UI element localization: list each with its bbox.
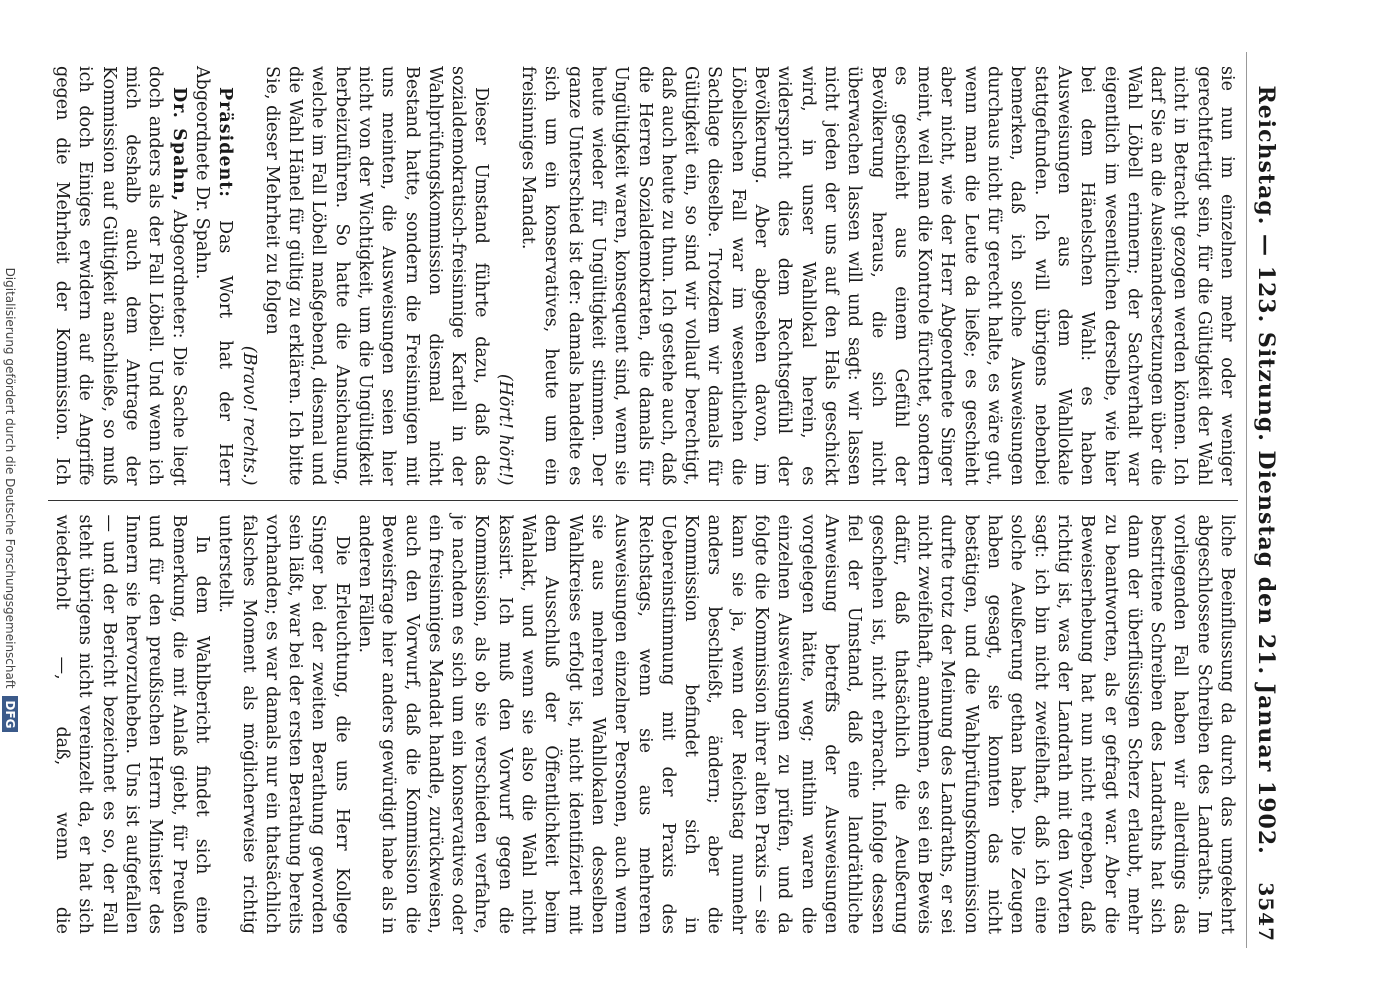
page-header: [1246, 52, 1287, 948]
digitization-note: [0, 0, 18, 1000]
speaker-text: Abgeordneter: Die Sache liegt doch anders als der Fall Löbell. Und wenn ich mich deshalb auch dem Antrage der Kommission auf Gültigkeit anschließe, so muß ich doch Einiges erwidern auf die Angriffe gegen die Mehrheit der Kommission. Ich: [52, 66, 189, 486]
right-column: [48, 500, 1238, 949]
interjection: (Bravo! rechts.): [238, 345, 259, 486]
paragraph: liche Beeinflussung da durch das umgekehrt abgeschlossene Schreiben des Landraths. Im vorliegenden Fall haben wir allerdings das bestrittene Schreiben des Landraths hat sich dann der überflüssigen Scherz erlaubt, mehr zu beantworten, als er gefragt war. Aber die Beweiserhebung hat nun nicht ergeben, daß richtig ist, was der Landrath mit den Worten sagt: ich bin nicht zweifelhaft, daß ich eine solche Aeußerung gethan habe. Die Zeugen haben gesagt, sie konnten das nicht bestätigen, und die Wahlprüfungskommission durfte trotz der Meinung des Landraths, er sei nicht zweifelhaft, annehmen, es sei ein Beweis dafür, daß thatsächlich die Aeußerung geschehen ist, nicht erbracht. Infolge dessen fiel der Umstand, daß eine landräthliche Anweisung betreffs der Ausweisungen vorgelegen hätte, weg; mithin waren die einzelnen Ausweisungen zu prüfen, und da folgte die Kommission ihrer alten Praxis — sie kann sie ja, wenn der Reichstag nunmehr anders beschließt, ändern; aber die Kommission befindet sich in Uebereinstimmung mit der Praxis des Reichstags, wenn sie aus mehreren Ausweisungen einzelner Personen, auch wenn sie aus mehreren Wahllokalen desselben Wahlkreises erfolgt ist, nicht identifiziert mit dem Ausschluß der Öffentlichkeit beim Wahlakt, und wenn sie also die Wahl nicht kassirt. Ich muß den Vorwurf gegen die Kommission, als ob sie verschieden verfahre, je nachdem es sich um ein konservatives oder ein freisinniges Mandat handle, zurückweisen, auch den Vorwurf, daß die Kommission die Beweisfrage hier anders gewürdigt habe als in anderen Fällen.: [355, 514, 1237, 934]
interjection: (Hört! hört!): [494, 373, 515, 486]
speaker-name: Präsident:: [215, 87, 236, 198]
page-number: 3547: [1254, 882, 1278, 942]
page-title: Reichstag. — 123. Sitzung. Dienstag den 21. Januar 1902.: [1253, 85, 1279, 855]
paragraph: In dem Wahlbericht findet sich eine Bemerkung, die mit Anlaß giebt, für Preußen und für den preußischen Herrn Minister des Innern sie hervorzuheben. Uns ist aufgefallen — und der Bericht bezeichnet es so, der Fall steht übrigens nicht vereinzelt da, er hat sich wiederholt —, daß, wenn die: [52, 514, 212, 934]
speaker-text: Das Wort hat der Herr Abgeordnete Dr. Spahn.: [191, 66, 236, 486]
speaker-paragraph: [190, 66, 237, 486]
dfg-logo: DFG: [2, 696, 18, 732]
left-column: [48, 52, 1238, 500]
speaker-paragraph: [48, 66, 190, 486]
speaker-name: Dr. Spahn,: [168, 87, 189, 202]
text-columns: [48, 52, 1238, 948]
paragraph: Dieser Umstand führte dazu, daß das sozialdemokratisch-freisinnige Kartell in der Wahlprüfungskommission diesmal nicht Bestand hatte, sondern die Freisinnigen mit uns meinten, die Ausweisungen seien hier nicht von der Wichtigkeit, um die Ungültigkeit herbeizuführen. So hatte die Ansichauung, welche im Fall Löbell maßgebend, diesmal und die Wahl Hänel für gültig zu erklären. Ich bitte Sie, dieser Mehrheit zu folgen: [261, 66, 492, 486]
paragraph: sie nun im einzelnen mehr oder weniger gerechtfertigt sein, für die Gültigkeit der Wahl nicht in Betracht gezogen werden können. Ich darf Sie an die Auseinandersetzungen über die Wahl Löbell erinnern; der Sachverhalt war eigentlich im wesentlichen derselbe, wie hier bei dem Hänelschen Wahl: es haben Ausweisungen aus dem Wahllokale stattgefunden. Ich will übrigens nebenbei bemerken, daß ich solche Ausweisungen durchaus nicht für gerecht halte, es wäre gut, wenn man die Leute da ließe; es geschieht aber nicht, wie der Herr Abgeordnete Singer meint, weil man die Kontrole fürchtet, sondern es geschieht aus einem Gefühl der Bevölkerung heraus, die sich nicht überwachen lassen will und sagt: wir lassen nicht jeden der uns auf den Hals geschickt wird, in unser Wahllokal herein, es widerspricht dies dem Rechtsgefühl der Bevölkerung. Aber abgesehen davon, im Löbellschen Fall war im wesentlichen die Sachlage dieselbe. Trotzdem wir damals für Gültigkeit ein, so sind wir vollauf berechtigt, daß auch heute zu thun. Ich gestehe auch, daß die Herren Sozialdemokraten, die damals für Ungültigkeit waren, konsequent sind, wenn sie heute wieder für Ungültigkeit stimmen. Der ganze Unterschied ist der: damals handelte es sich um ein konservatives, heute um ein freisinniges Mandat.: [518, 66, 1237, 486]
paragraph: Die Erleuchtung, die uns Herr Kollege Singer bei der zweiten Berathung geworden sein läßt, war bei der ersten Berathung bereits vorhanden; es war damals nur ein thatsächlich falsches Moment als möglicherweise richtig unterstellt.: [215, 514, 352, 934]
digitization-note-text: Digitalisierung gefördert durch die Deutsche Forschungsgemeinschaft: [3, 267, 17, 689]
